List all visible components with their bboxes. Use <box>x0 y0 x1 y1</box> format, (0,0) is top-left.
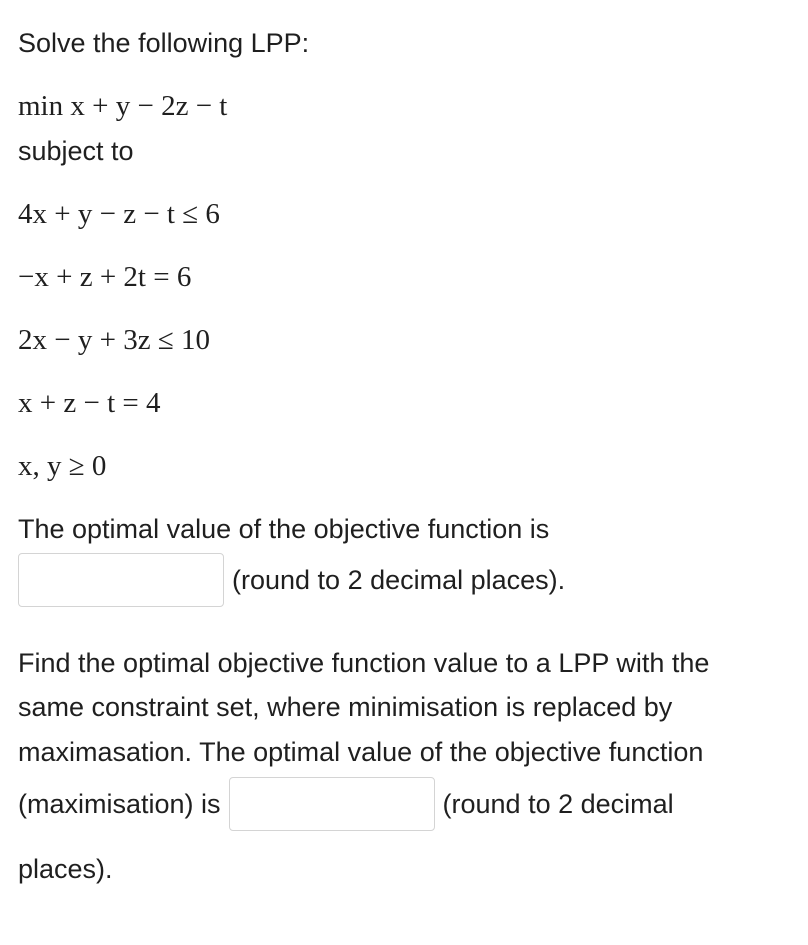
problem-heading: Solve the following LPP: <box>18 28 310 58</box>
question1-answer-input[interactable] <box>18 553 224 607</box>
subject-to-label: subject to <box>18 136 134 166</box>
question2-line3: maximasation. The optimal value of the objective function <box>18 737 704 767</box>
constraint-4: x + z − t = 4 <box>18 387 161 419</box>
question2-line1: Find the optimal objective function value to a LPP with the <box>18 648 710 678</box>
constraint-3: 2x − y + 3z ≤ 10 <box>18 324 210 356</box>
question2-line2: same constraint set, where minimisation is replaced by <box>18 692 673 722</box>
question1-rounding-note: (round to 2 decimal places). <box>232 564 566 595</box>
question2-answer-row <box>18 777 674 831</box>
objective-function: min x + y − 2z − t <box>18 90 228 122</box>
question1-prompt: The optimal value of the objective function is <box>18 514 550 544</box>
question2-answer-input[interactable] <box>229 777 435 831</box>
constraint-2: −x + z + 2t = 6 <box>18 261 192 293</box>
question2-rounding-note: (round to 2 decimal <box>442 788 674 819</box>
question2-prefix: (maximisation) is <box>18 788 221 819</box>
nonnegativity-constraint: x, y ≥ 0 <box>18 450 107 482</box>
question2-tail: places). <box>18 854 113 884</box>
question1-answer-row <box>18 553 565 607</box>
constraint-1: 4x + y − z − t ≤ 6 <box>18 198 220 230</box>
